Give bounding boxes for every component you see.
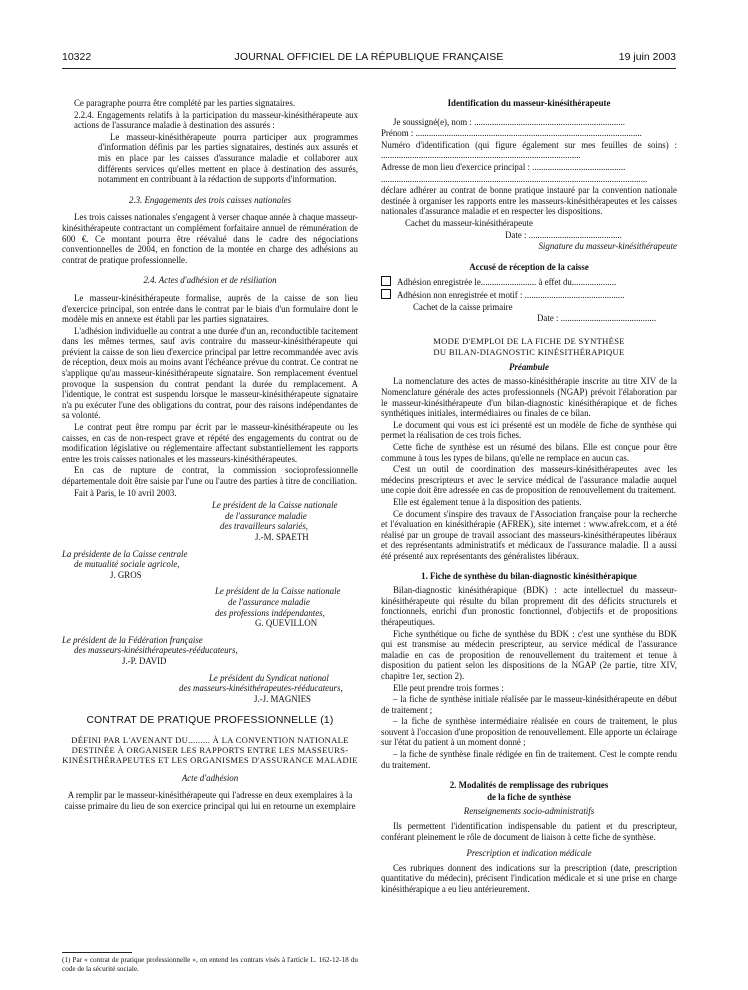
section-heading: 1. Fiche de synthèse du bilan-diagnostic kinésithérapique bbox=[421, 570, 637, 581]
paragraph: Cette fiche de synthèse est un résumé des bilans. Elle est conçue pour être commune à tous les types de bilans, qu'elle ne remplace en aucun cas. bbox=[381, 442, 677, 463]
signature-block bbox=[179, 673, 358, 705]
section-heading: Accusé de réception de la caisse bbox=[469, 261, 589, 272]
signature-label: Signature du masseur-kinésithérapeute bbox=[538, 241, 677, 252]
left-column bbox=[62, 98, 358, 813]
signatory-name: J.-J. MAGNIES bbox=[254, 693, 311, 704]
signatory-title: des masseurs-kinésithérapeutes-rééducateurs, bbox=[179, 683, 343, 694]
form-line: ........................................................................................................................ bbox=[381, 173, 648, 184]
section-heading: 2. Modalités de remplissage des rubriques bbox=[449, 780, 609, 791]
paragraph: A remplir par le masseur-kinésithérapeute qui l'adresse en deux exemplaires à la caisse primaire du lieu de son exercice principal qui lui en retourne un exemplaire bbox=[64, 790, 356, 812]
signatory-name: J. GROS bbox=[110, 569, 142, 580]
section-heading: 2.3. Engagements des trois caisses nationales bbox=[128, 194, 292, 205]
signatory-title: Le président du Syndicat national bbox=[209, 672, 329, 683]
section-heading: MODE D'EMPLOI DE LA FICHE DE SYNTHÈSE bbox=[433, 335, 625, 346]
signatory-title: Le président de la Fédération française bbox=[62, 634, 203, 645]
paragraph: Le document qui vous est ici présenté est un modèle de fiche de synthèse qui permet la réalisation de ces trois fiches. bbox=[381, 419, 677, 441]
section-heading: de la fiche de synthèse bbox=[487, 791, 571, 802]
paragraph: L'adhésion individuelle au contrat a une durée d'un an, reconductible tacitement dans les mêmes termes, sauf avis contraire du masseur-kinésithérapeute qui prévient la caisse de son lieu d'exercice principal par lettre recommandée avec avis de réception, deux mois au moins avant l'échéance prévue du contrat. Ce contrat ne s'applique qu'au masseur-kinésithérapeute signataire. Son remplacement éventuel provoque la suspension du contrat pendant la durée du remplacement. A l'identique, le contrat est suspendu lorsque le masseur-kinésithérapeute signataire n'a pu exécuter l'une des obligations du contrat, pour des raisons indépendantes de sa volonté. bbox=[62, 325, 358, 421]
paragraph: C'est un outil de coordination des masseurs-kinésithérapeutes avec les médecins prescripteurs et avec le service médical de l'assurance maladie auquel une copie doit être adressée en cas de proposition de renouvellement du traitement. bbox=[381, 464, 677, 496]
signature-block bbox=[215, 586, 358, 628]
subsection-heading: Renseignements socio-administratifs bbox=[463, 806, 595, 817]
signatory-title: des masseurs-kinésithérapeutes-rééducateurs, bbox=[74, 645, 238, 656]
contract-title: CONTRAT DE PRATIQUE PROFESSIONNELLE (1) bbox=[86, 715, 334, 727]
signatory-title: de mutualité sociale agricole, bbox=[74, 559, 180, 570]
paragraph-text: Engagements relatifs à la participation du masseur-kinésithérapeute aux actions de l'assurance maladie à destination des assurés : bbox=[74, 109, 359, 131]
paragraph: Fiche synthétique ou fiche de synthèse du BDK : c'est une synthèse du BDK qui est transmise au médecin prescripteur, au service médical de l'assurance maladie en cas de proposition de renouvellement du traitement et tenue à disposition du patient selon les dispositions de la NGAP (2e partie, titre XIV, chapitre 1er, section 2). bbox=[381, 628, 677, 681]
subsection-heading: Prescription et indication médicale bbox=[466, 848, 592, 859]
form-line: Je soussigné(e), nom : .................................................................... bbox=[393, 116, 625, 127]
footnote: (1) Par « contrat de pratique professionnelle », on entend les contrats visés à l'article L. 162-12-18 du code de la sécurité sociale. bbox=[62, 956, 358, 973]
issue-date: 19 juin 2003 bbox=[618, 51, 676, 63]
form-line: Numéro d'identification (qui figure également sur mes feuilles de soins) : .......................................................................................... bbox=[381, 139, 677, 161]
paragraph: déclare adhérer au contrat de bonne pratique instauré par la convention nationale destinée à organiser les rapports entre les masseurs-kinésithérapeutes et les caisses nationales d'assurance maladie et en respecter les dispositions. bbox=[381, 185, 677, 217]
section-heading: DU BILAN-DIAGNOSTIC KINÉSITHÉRAPIQUE bbox=[433, 347, 625, 358]
section-number: 2.2.4. bbox=[74, 109, 94, 120]
list-item: – la fiche de synthèse intermédiaire réalisée en cours de traitement, le plus souvent à l'occasion d'une proposition de renouvellement. Elle apporte un éclairage sur l'état du patient à un moment donné ; bbox=[381, 716, 677, 748]
form-line: Cachet de la caisse primaire bbox=[413, 301, 513, 312]
checkbox-label: Adhésion non enregistrée et motif : ............................................. bbox=[397, 289, 625, 300]
list-item: – la fiche de synthèse finale rédigée en fin de traitement. C'est le compte rendu du traitement. bbox=[381, 749, 677, 770]
contract-subtitle: DÉFINI PAR L'AVENANT DU......... À LA CONVENTION NATIONALE DESTINÉE À ORGANISER LES RAPPORTS ENTRE LES MASSEURS-KINÉSITHÉRAPEUTES ET LES ORGANISMES D'ASSURANCE MALADIE bbox=[62, 734, 358, 765]
form-line: Date : .......................................... bbox=[505, 229, 622, 240]
paragraph: Bilan-diagnostic kinésithérapique (BDK) : acte intellectuel du masseur-kinésithérapeute qui résulte du bilan proprement dit des déficits structurels et fonctionnels, enrichi d'un pronostic fonctionnel, d'objectifs et de propositions thérapeutiques. bbox=[381, 585, 677, 627]
checkbox-row bbox=[381, 289, 677, 301]
paragraph: Le masseur-kinésithérapeute formalise, auprès de la caisse de son lieu d'exercice principal, son entrée dans le contrat par le biais d'un formulaire dont le modèle mis en annexe est établi par les parties signataires. bbox=[62, 292, 358, 325]
checkbox[interactable] bbox=[381, 276, 391, 286]
section-heading: Acte d'adhésion bbox=[181, 772, 239, 783]
paragraph: Ce document s'inspire des travaux de l'Association française pour la recherche et l'évaluation en kinésithérapie (AFREK), site internet : www.afrek.com, et a été réalisé par un groupe de travail associant des masseurs-kinésithérapeutes libéraux et des représentants administratifs et médicaux de l'assurance maladie. Il a aussi été présenté aux représentants des généralistes libéraux. bbox=[381, 508, 677, 561]
paragraph: La nomenclature des actes de masso-kinésithérapie inscrite au titre XIV de la Nomenclature générale des actes professionnels (NGAP) prévoit l'élaboration par le masseur-kinésithérapeute d'un bilan-diagnostic kinésithérapique et de fiches synthétiques initiales, intermédiaires ou finales de ce bilan. bbox=[381, 376, 677, 419]
signatory-name: J.-M. SPAETH bbox=[255, 531, 309, 542]
section-heading: Préambule bbox=[509, 361, 549, 372]
paragraph bbox=[62, 110, 358, 131]
list-item: – la fiche de synthèse initiale réalisée par le masseur-kinésithérapeute en début de traitement ; bbox=[381, 694, 677, 715]
signature-block bbox=[62, 635, 358, 667]
footnote-rule bbox=[62, 952, 132, 953]
page-number: 10322 bbox=[62, 51, 92, 63]
signatory-title: Le président de la Caisse nationale bbox=[212, 500, 338, 511]
signatory-title: La présidente de la Caisse centrale bbox=[62, 548, 188, 559]
paragraph: Le masseur-kinésithérapeute pourra participer aux programmes d'information définis par les parties signataires, destinés aux assurés et mis en place par les caisses d'assurance maladie et collaborer aux différents services qu'elles mettent en place à destination des assurés, notamment en contribuant à la rédaction de supports d'information. bbox=[98, 131, 358, 185]
signatory-title: des travailleurs salariés, bbox=[220, 521, 309, 532]
paragraph: Ce paragraphe pourra être complété par les parties signataires. bbox=[74, 98, 296, 108]
paragraph: Le contrat peut être rompu par écrit par le masseur-kinésithérapeute ou les caisses, en cas de non-respect grave et répété des engagements du contrat ou de modification législative ou réglementaire affectant substantiellement les rapports entre les trois caisses nationales et les masseurs-kinésithérapeutes. bbox=[62, 422, 358, 464]
header-rule bbox=[62, 68, 676, 69]
checkbox-label: Adhésion enregistrée le......................... à effet du.................... bbox=[397, 277, 617, 288]
page-header bbox=[62, 51, 676, 65]
form-line: Adresse de mon lieu d'exercice principal : .......................................... bbox=[381, 161, 626, 172]
paragraph: Fait à Paris, le 10 avril 2003. bbox=[74, 487, 177, 498]
paragraph: Ces rubriques donnent des indications sur la prescription (date, prescription quantitative du médecin), précisent l'indication médicale et si une prise en charge kinésithérapique a eu lieu antérieurement. bbox=[381, 862, 677, 894]
checkbox-row bbox=[381, 276, 677, 288]
signatory-title: de l'assurance maladie bbox=[225, 510, 307, 521]
journal-title: JOURNAL OFFICIEL DE LA RÉPUBLIQUE FRANÇAISE bbox=[234, 51, 504, 63]
form-line: Date : ........................................... bbox=[537, 313, 657, 324]
signatory-title: Le président de la Caisse nationale bbox=[215, 586, 341, 597]
paragraph: Les trois caisses nationales s'engagent à verser chaque année à chaque masseur-kinésithérapeute contractant un complément forfaitaire annuel de rémunération de 600 €. Ce montant pourra être réévalué dans le cadre des négociations conventionnelles de 2004, en fonction de la montée en charge des adhésions au contrat de pratique professionnelle. bbox=[62, 212, 358, 265]
signature-block bbox=[62, 549, 358, 581]
form-line: Prénom : ...................................................................................................... bbox=[381, 128, 642, 139]
paragraph: Elle peut prendre trois formes : bbox=[393, 682, 504, 693]
right-column bbox=[381, 98, 677, 896]
paragraph: En cas de rupture de contrat, la commission socioprofessionnelle départementale doit être saisie par l'une ou l'autre des parties à titre de conciliation. bbox=[62, 465, 358, 486]
checkbox[interactable] bbox=[381, 289, 391, 299]
signatory-name: G. QUEVILLON bbox=[255, 618, 318, 629]
signatory-name: J.-P. DAVID bbox=[122, 655, 167, 666]
signatory-title: des professions indépendantes, bbox=[215, 607, 325, 618]
signatory-title: de l'assurance maladie bbox=[228, 596, 310, 607]
section-heading: 2.4. Actes d'adhésion et de résiliation bbox=[143, 275, 277, 286]
section-heading: Identification du masseur-kinésithérapeute bbox=[447, 98, 611, 108]
paragraph: Ils permettent l'identification indispensable du patient et du prescripteur, conférant pleinement le rôle de document de liaison à cette fiche de synthèse. bbox=[381, 821, 677, 842]
signature-block bbox=[212, 500, 358, 542]
form-line: Cachet du masseur-kinésithérapeute bbox=[405, 217, 533, 228]
paragraph: Elle est également tenue à la disposition des patients. bbox=[393, 497, 582, 507]
